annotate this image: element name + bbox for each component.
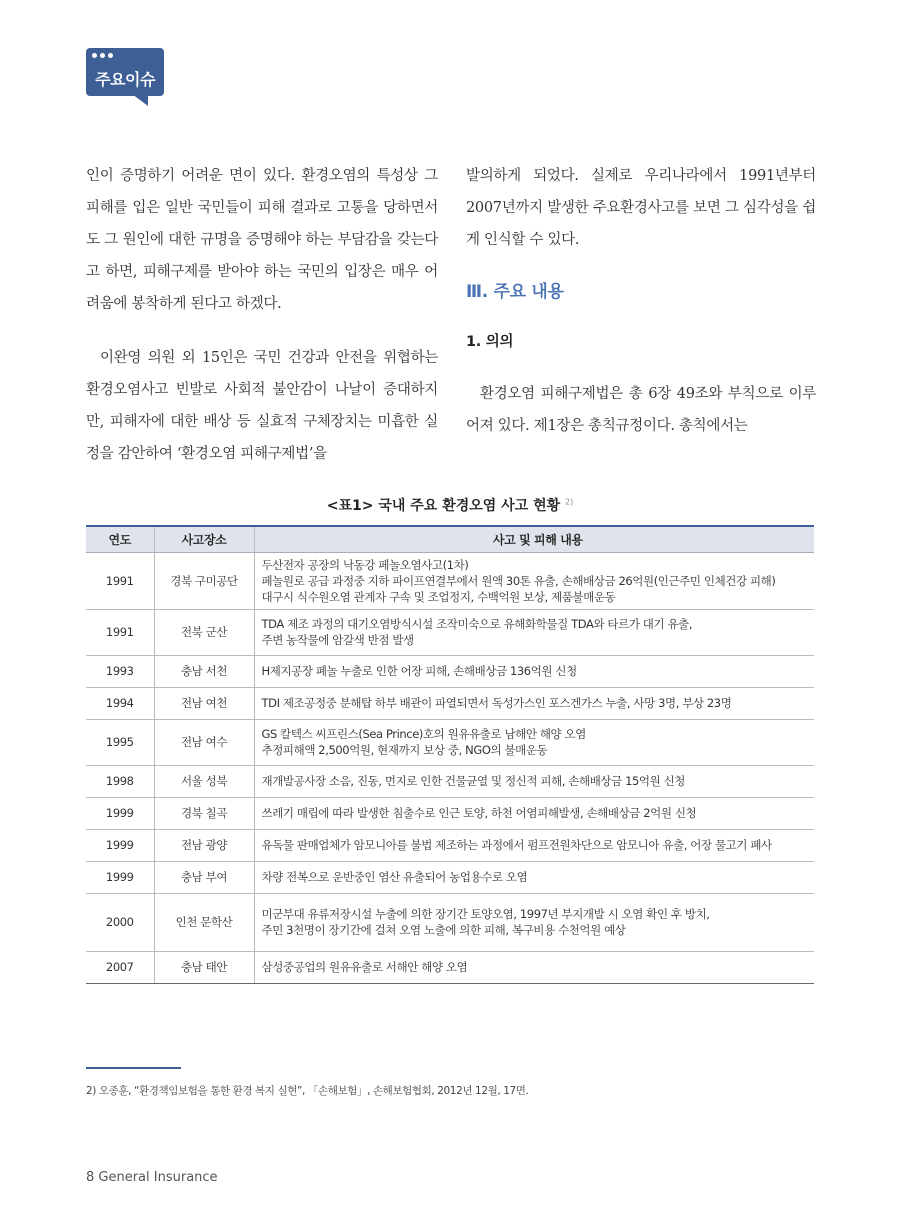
sub-title: 1. 의의 bbox=[466, 334, 514, 350]
cell-place: 충남 부여 bbox=[154, 861, 254, 893]
cell-year: 2007 bbox=[86, 951, 154, 983]
page-footer: 8 General Insurance bbox=[86, 1170, 218, 1185]
accident-table bbox=[86, 525, 814, 984]
right-paragraph-2: 환경오염 피해구제법은 총 6장 49조와 부칙으로 이루어져 있다. 제1장은 총칙규정이다. 총칙에서는 bbox=[466, 386, 816, 434]
cell-year: 1999 bbox=[86, 829, 154, 861]
content-line: 대구시 식수원오염 관계자 구속 및 조업정지, 수백억원 보상, 제품불매운동 bbox=[261, 589, 616, 604]
content-line: 미군부대 유류저장시설 누출에 의한 장기간 토양오염, 1997년 부지개발 시 오염 확인 후 방치, bbox=[261, 907, 710, 921]
content-line: 유독물 판매업체가 암모니아를 불법 제조하는 과정에서 펌프전원차단으로 암모니아 유출, 어장 물고기 폐사 bbox=[261, 838, 772, 852]
content-line: TDA 제조 과정의 대기오염방식시설 조작미숙으로 유해화학물질 TDA와 타르가 대기 유출, bbox=[261, 617, 693, 631]
cell-content bbox=[254, 797, 814, 829]
content-line: 추정피해액 2,500억원, 현재까지 보상 중, NGO의 불매운동 bbox=[261, 743, 548, 757]
table-row bbox=[86, 829, 814, 861]
table-row bbox=[86, 655, 814, 687]
cell-place: 경북 칠곡 bbox=[154, 797, 254, 829]
cell-year: 1995 bbox=[86, 719, 154, 765]
cell-year: 1998 bbox=[86, 765, 154, 797]
badge-tail bbox=[132, 94, 148, 106]
content-line: 재개발공사장 소음, 진동, 먼지로 인한 건물균열 및 정신적 피해, 손해배상금 15억원 신청 bbox=[261, 774, 686, 788]
content-line: 삼성중공업의 원유유출로 서해안 해양 오염 bbox=[261, 960, 468, 974]
cell-content bbox=[254, 609, 814, 655]
table-row bbox=[86, 552, 814, 609]
cell-place: 전남 광양 bbox=[154, 829, 254, 861]
cell-place: 경북 구미공단 bbox=[154, 552, 254, 609]
table-row bbox=[86, 719, 814, 765]
cell-year: 1994 bbox=[86, 687, 154, 719]
cell-place: 인천 문학산 bbox=[154, 893, 254, 951]
content-line: 페놀원로 공급 과정중 지하 파이프연결부에서 원액 30톤 유출, 손해배상금 26억원(인근주민 인체건강 피해) bbox=[261, 573, 776, 588]
content-line: H제지공장 폐놀 누출로 인한 어장 피해, 손해배상금 136억원 신청 bbox=[261, 664, 577, 678]
cell-year: 1991 bbox=[86, 609, 154, 655]
table-row bbox=[86, 609, 814, 655]
cell-year: 1991 bbox=[86, 552, 154, 609]
cell-content bbox=[254, 893, 814, 951]
cell-place: 충남 태안 bbox=[154, 951, 254, 983]
content-line: TDI 제조공정중 분해탑 하부 배관이 파열되면서 독성가스인 포스겐가스 누출, 사망 3명, 부상 23명 bbox=[261, 696, 732, 710]
cell-year: 2000 bbox=[86, 893, 154, 951]
cell-place: 서울 성북 bbox=[154, 765, 254, 797]
table-row bbox=[86, 893, 814, 951]
cell-content bbox=[254, 765, 814, 797]
content-line: 쓰레기 매립에 따라 발생한 침출수로 인근 토양, 하천 어염피해발생, 손해배상금 2억원 신청 bbox=[261, 806, 697, 820]
right-paragraph-1: 발의하게 되었다. 실제로 우리나라에서 1991년부터 2007년까지 발생한 주요환경사고를 보면 그 심각성을 쉽게 인식할 수 있다. bbox=[466, 168, 816, 248]
left-paragraph-2: 이완영 의원 외 15인은 국민 건강과 안전을 위협하는 환경오염사고 빈발로 사회적 불안감이 나날이 증대하지만, 피해자에 대한 배상 등 실효적 구체장치는 미흡한 실정을 감안하여 ‘환경오염 피해구제법’을 bbox=[86, 350, 438, 462]
header-place: 사고장소 bbox=[154, 526, 254, 552]
content-line: 주민 3천명이 장기간에 걸쳐 오염 노출에 의한 피해, 복구비용 수천억원 예상 bbox=[261, 923, 626, 937]
dots-icon bbox=[92, 53, 113, 58]
cell-content bbox=[254, 719, 814, 765]
header-year: 연도 bbox=[86, 526, 154, 552]
content-line: 차량 전복으로 운반중인 염산 유출되어 농업용수로 오염 bbox=[261, 870, 528, 884]
table-caption-note: 2) bbox=[565, 497, 574, 507]
cell-place: 전남 여수 bbox=[154, 719, 254, 765]
cell-content bbox=[254, 951, 814, 983]
table-row bbox=[86, 797, 814, 829]
cell-year: 1999 bbox=[86, 797, 154, 829]
table-caption bbox=[86, 495, 814, 515]
content-line: 주변 농작물에 암갈색 반점 발생 bbox=[261, 633, 414, 647]
table-header-row bbox=[86, 526, 814, 552]
section-title: Ⅲ. 주요 내용 bbox=[466, 282, 564, 302]
section-badge bbox=[86, 48, 164, 108]
table-row bbox=[86, 951, 814, 983]
table-caption-text: <표1> 국내 주요 환경오염 사고 현황 bbox=[326, 498, 561, 514]
cell-content bbox=[254, 655, 814, 687]
table-row bbox=[86, 687, 814, 719]
cell-content bbox=[254, 687, 814, 719]
cell-year: 1999 bbox=[86, 861, 154, 893]
right-column bbox=[466, 160, 816, 442]
table-row bbox=[86, 861, 814, 893]
cell-year: 1993 bbox=[86, 655, 154, 687]
cell-place: 충남 서천 bbox=[154, 655, 254, 687]
cell-place: 전남 여천 bbox=[154, 687, 254, 719]
left-column bbox=[86, 160, 438, 470]
header-content: 사고 및 피해 내용 bbox=[254, 526, 814, 552]
cell-content bbox=[254, 552, 814, 609]
cell-content bbox=[254, 829, 814, 861]
table-row bbox=[86, 765, 814, 797]
badge-label: 주요이슈 bbox=[95, 70, 155, 89]
cell-place: 전북 군산 bbox=[154, 609, 254, 655]
footnote-rule bbox=[86, 1067, 181, 1069]
content-line: 두산전자 공장의 낙동강 페놀오염사고(1차) bbox=[261, 557, 469, 572]
footnote: 2) 오종훈, “환경책임보험을 통한 환경 복지 실현”, 「손해보험」, 손해보험협회, 2012년 12월, 17면. bbox=[86, 1085, 529, 1097]
cell-content bbox=[254, 861, 814, 893]
left-paragraph-1: 인이 증명하기 어려운 면이 있다. 환경오염의 특성상 그 피해를 입은 일반 국민들이 피해 결과로 고통을 당하면서도 그 원인에 대한 규명을 증명해야 하는 부담감을 갖는다고 하면, 피해구제를 받아야 하는 국민의 입장은 매우 어려움에 봉착하게 된다고 하겠다. bbox=[86, 168, 438, 312]
content-line: GS 칼텍스 씨프린스(Sea Prince)호의 원유유출로 남해안 해양 오염 bbox=[261, 727, 586, 741]
